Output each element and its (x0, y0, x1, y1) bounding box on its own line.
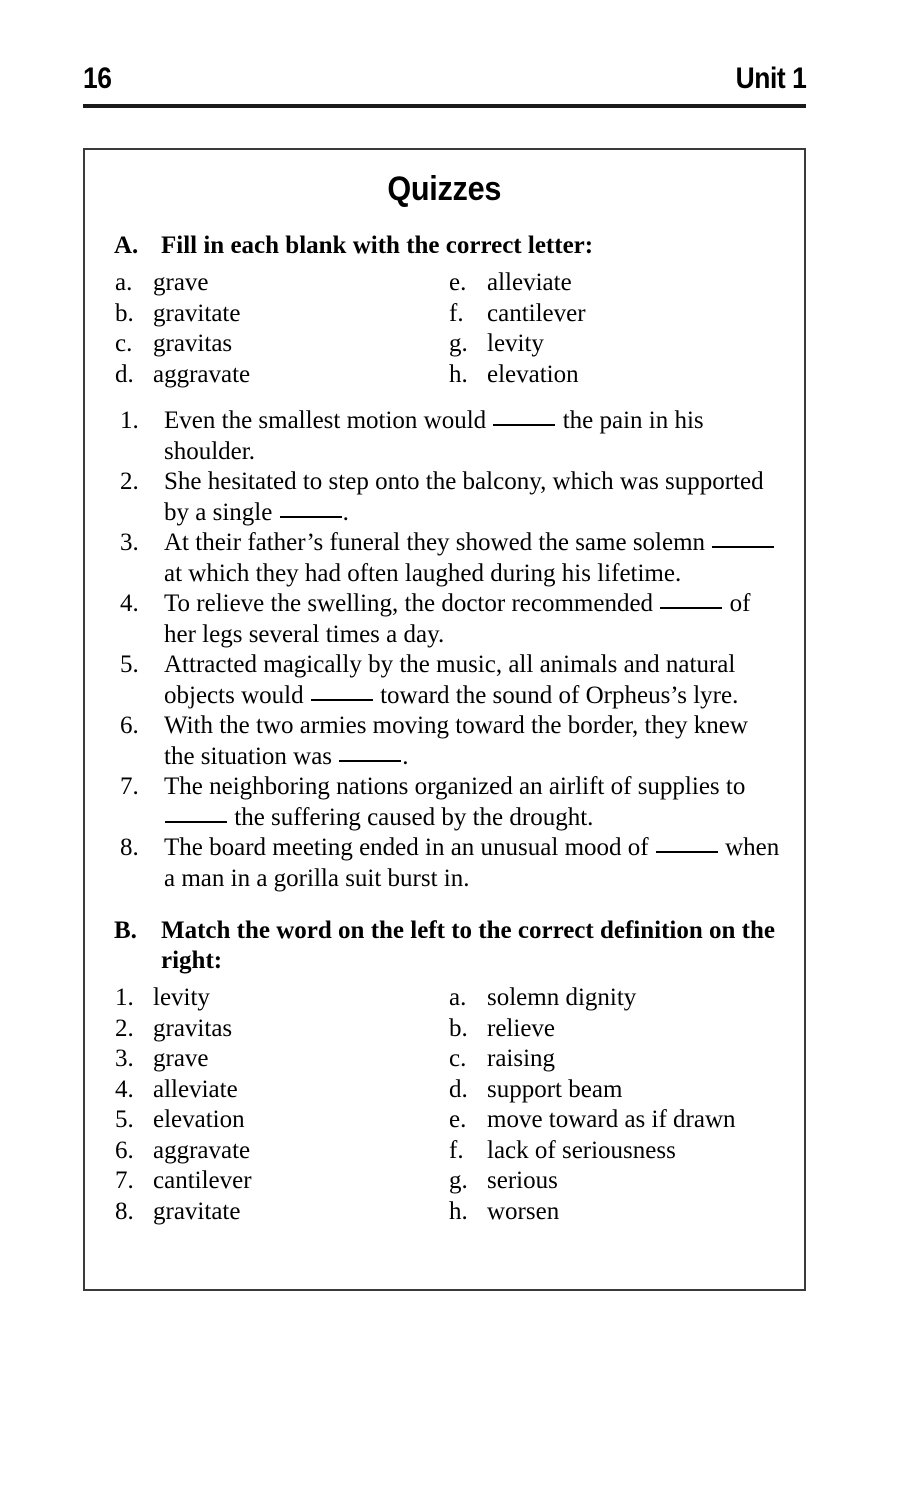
question-marker: 7. (120, 773, 139, 800)
question-sentence (164, 406, 782, 467)
matching-definition-item (449, 983, 736, 1014)
question-marker: 5. (120, 651, 139, 678)
word-bank-marker: a. (115, 269, 133, 296)
question-item (120, 406, 782, 467)
question-marker: 4. (120, 590, 139, 617)
unit-label: Unit 1 (735, 62, 806, 95)
word-bank-marker: c. (115, 330, 133, 357)
page-number: 16 (83, 62, 112, 95)
word-bank-word: elevation (487, 360, 579, 388)
word-bank-word: cantilever (487, 299, 586, 327)
matching-word-item (115, 1044, 252, 1075)
answer-blank[interactable] (311, 699, 373, 701)
question-text-after: . (402, 742, 409, 770)
question-item (120, 650, 782, 711)
matching-definition-text: raising (487, 1045, 556, 1072)
matching-definition-marker: b. (449, 1014, 468, 1042)
word-bank-marker: d. (115, 360, 134, 388)
matching-word-item (115, 1166, 252, 1197)
question-text-before: Even the smallest motion would (164, 407, 493, 434)
matching-definition-marker: e. (449, 1106, 467, 1133)
word-bank-item (449, 329, 586, 360)
matching-word-marker: 3. (115, 1045, 134, 1072)
matching-definition-marker: g. (449, 1167, 468, 1194)
question-marker: 6. (120, 712, 139, 739)
question-item (120, 772, 782, 833)
matching-definition-text: support beam (487, 1075, 623, 1103)
header-divider-rule (83, 104, 806, 108)
section-b-matching-list (115, 983, 804, 1227)
matching-word-text: grave (153, 1045, 209, 1072)
answer-blank[interactable] (165, 821, 227, 823)
word-bank-item (449, 299, 586, 330)
matching-word-text: levity (153, 984, 210, 1011)
question-text-before: To relieve the swelling, the doctor recommended (164, 590, 660, 617)
question-text-after: the suffering caused by the drought. (228, 803, 594, 831)
matching-word-item (115, 1014, 252, 1045)
matching-word-marker: 4. (115, 1075, 134, 1103)
word-bank-item (115, 360, 250, 391)
matching-word-marker: 6. (115, 1136, 134, 1164)
word-bank-item (449, 268, 586, 299)
question-text-after: toward the sound of Orpheus’s lyre. (373, 681, 739, 709)
question-sentence (164, 528, 782, 589)
question-marker: 1. (120, 407, 139, 434)
matching-definition-marker: a. (449, 984, 467, 1011)
question-text-before: At their father’s funeral they showed the same solemn (164, 529, 712, 556)
word-bank-item (115, 329, 250, 360)
quiz-title-text: Quizzes (387, 170, 502, 208)
matching-definition-marker: f. (449, 1136, 464, 1164)
section-b-marker: B. (114, 917, 137, 944)
matching-word-marker: 8. (115, 1197, 134, 1225)
word-bank-marker: f. (449, 299, 464, 327)
section-b-heading-text: Match the word on the left to the correct definition on the right: (161, 917, 776, 974)
question-sentence (164, 772, 782, 833)
word-bank-marker: e. (449, 269, 467, 296)
question-marker: 3. (120, 529, 139, 556)
word-bank-item (115, 299, 250, 330)
question-sentence (164, 467, 782, 528)
word-bank-word: gravitas (153, 330, 233, 357)
question-text-after: . (342, 498, 349, 526)
question-text-before: She hesitated to step onto the balcony, which was supported by a single (164, 468, 764, 526)
question-text-before: The neighboring nations organized an airlift of supplies to (164, 773, 746, 800)
question-marker: 2. (120, 468, 139, 495)
matching-definition-item (449, 1044, 736, 1075)
matching-word-item (115, 1197, 252, 1228)
quiz-title (85, 170, 804, 209)
section-b-heading (114, 916, 804, 976)
matching-word-marker: 2. (115, 1014, 134, 1042)
matching-definition-item (449, 1014, 736, 1045)
question-item (120, 467, 782, 528)
word-bank-marker: b. (115, 299, 134, 327)
word-bank-word: grave (153, 269, 209, 296)
matching-definition-text: relieve (487, 1014, 556, 1042)
matching-definition-text: lack of seriousness (487, 1136, 676, 1164)
section-a-heading-text: Fill in each blank with the correct letter: (161, 232, 594, 259)
matching-word-text: cantilever (153, 1167, 252, 1194)
matching-word-text: gravitas (153, 1014, 233, 1042)
question-item (120, 589, 782, 650)
section-b-words-column (115, 983, 252, 1227)
section-a-question-list (120, 406, 782, 894)
matching-definition-text: worsen (487, 1197, 560, 1225)
question-text-before: With the two armies moving toward the border, they knew the situation was (164, 712, 748, 770)
question-text-after: the pain in his shoulder. (164, 407, 704, 465)
matching-definition-item (449, 1166, 736, 1197)
question-text-before: The board meeting ended in an unusual mood of (164, 834, 655, 861)
answer-blank[interactable] (339, 760, 401, 762)
section-a-word-bank-left-column (115, 268, 250, 390)
section-a-word-bank-right-column (449, 268, 586, 390)
matching-word-text: elevation (153, 1106, 245, 1133)
matching-word-marker: 7. (115, 1167, 134, 1194)
matching-definition-item (449, 1197, 736, 1228)
word-bank-word: alleviate (487, 269, 572, 296)
matching-definition-marker: c. (449, 1045, 467, 1072)
quiz-panel (83, 148, 806, 1291)
question-item (120, 833, 782, 894)
question-text-after: at which they had often laughed during his lifetime. (164, 559, 682, 587)
question-sentence (164, 650, 782, 711)
question-text-before: Attracted magically by the music, all animals and natural objects would (164, 651, 736, 709)
answer-blank[interactable] (656, 851, 718, 853)
matching-definition-marker: h. (449, 1197, 468, 1225)
section-a-marker: A. (114, 232, 139, 259)
word-bank-item (449, 360, 586, 391)
section-a-heading (114, 231, 804, 261)
matching-definition-text: solemn dignity (487, 984, 637, 1011)
matching-word-item (115, 1075, 252, 1106)
matching-word-item (115, 1105, 252, 1136)
matching-word-item (115, 1136, 252, 1167)
matching-word-item (115, 983, 252, 1014)
question-sentence (164, 711, 782, 772)
matching-word-text: alleviate (153, 1075, 238, 1103)
matching-definition-text: move toward as if drawn (487, 1106, 736, 1133)
answer-blank[interactable] (493, 424, 555, 426)
question-sentence (164, 833, 782, 894)
matching-definition-item (449, 1136, 736, 1167)
answer-blank[interactable] (280, 516, 342, 518)
matching-definition-item (449, 1075, 736, 1106)
word-bank-word: levity (487, 330, 544, 357)
word-bank-item (115, 268, 250, 299)
question-marker: 8. (120, 834, 139, 861)
page-running-head (83, 62, 806, 96)
section-a-word-bank (115, 268, 804, 394)
question-item (120, 711, 782, 772)
question-text-after: when a man in a gorilla suit burst in. (164, 834, 780, 892)
answer-blank[interactable] (660, 607, 722, 609)
word-bank-marker: h. (449, 360, 468, 388)
matching-definition-marker: d. (449, 1075, 468, 1103)
answer-blank[interactable] (712, 546, 774, 548)
word-bank-word: gravitate (153, 299, 241, 327)
matching-definition-item (449, 1105, 736, 1136)
matching-word-text: gravitate (153, 1197, 241, 1225)
matching-word-marker: 1. (115, 984, 134, 1011)
matching-definition-text: serious (487, 1167, 558, 1194)
section-b-definitions-column (449, 983, 736, 1227)
matching-word-marker: 5. (115, 1106, 134, 1133)
matching-word-text: aggravate (153, 1136, 251, 1164)
question-text-after: of her legs several times a day. (164, 590, 751, 648)
word-bank-word: aggravate (153, 360, 251, 388)
question-sentence (164, 589, 782, 650)
question-item (120, 528, 782, 589)
word-bank-marker: g. (449, 330, 468, 357)
